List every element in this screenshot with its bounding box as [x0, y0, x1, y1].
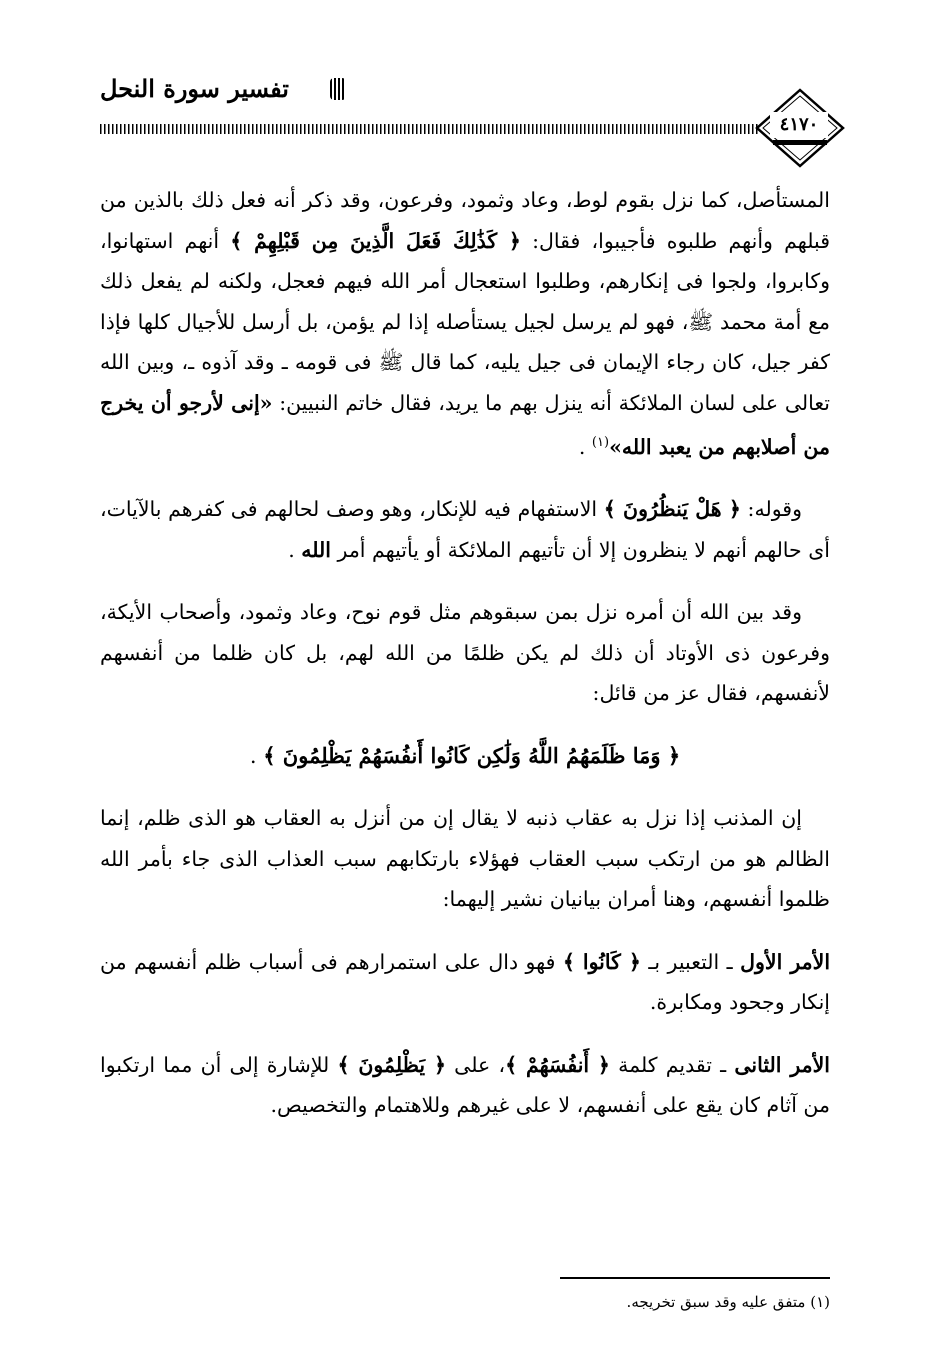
footnote-rule	[560, 1277, 830, 1279]
page-number: ٤١٧٠	[770, 112, 828, 138]
footnote-ref: (١)	[591, 435, 610, 450]
quran-quote: ﴿ يَظْلِمُونَ ﴾	[337, 1052, 446, 1077]
paragraph-2: وقوله: ﴿ هَلْ يَنظُرُونَ ﴾ الاستفهام فيه للإنكار، وهو وصف لحالهم فى كفرهم بالآيات، أى حالهم أنهم لا ينظرون إلا أن تأتيهم الملائكة أو يأتيهم أمر الله .	[100, 497, 830, 562]
point-label: الأمر الأول	[740, 949, 831, 974]
paragraph-4: إن المذنب إذا نزل به عقاب ذنبه لا يقال إن من أنزل به العقاب هو الذى ظلم، إنما الظالم هو من ارتكب سبب العقاب فهؤلاء بارتكابهم سبب العذاب الذى جاء بأمر الله ظلموا أنفسهم، وهنا أمران بيانيان نشير إليهما:	[100, 806, 830, 912]
centered-verse: ﴿ وَمَا ظَلَمَهُمُ اللَّهُ وَلَٰكِن كَانُوا أَنفُسَهُمْ يَظْلِمُونَ ﴾ .	[249, 742, 681, 768]
hadith-quote: «إنى لأرجو أن يخرج من أصلابهم من يعبد الله»	[100, 390, 830, 459]
book-title: تفسير سورة النحل	[100, 74, 289, 103]
paragraph-5: الأمر الأول ـ التعبير بـ ﴿ كَانُوا ﴾ فهو دال على استمرارهم فى أسباب ظلم أنفسهم من إنكار وجحود ومكابرة.	[100, 949, 831, 1015]
main-text	[100, 180, 830, 1148]
page-header	[0, 0, 927, 175]
point-label: الأمر الثانى	[734, 1052, 830, 1077]
header-rule	[100, 124, 760, 134]
paragraph-1: المستأصل، كما نزل بقوم لوط، وعاد وثمود، وفرعون، وقد ذكر أنه فعل ذلك بالذين من قبلهم وأنهم طلبوه فأجيبوا، فقال: ﴿ كَذَٰلِكَ فَعَلَ الَّذِينَ مِن قَبْلِهِمْ ﴾ أنهم استهانوا، وكابروا، ولجوا فى إنكارهم، وطلبوا استعجال أمر الله فيهم فعجل، ولكنه لم يفعل ذلك مع أمة محمد ﷺ، فهو لم يرسل لجيل يستأصله إذا لم يؤمن، بل أرسل للأجيال كلها فإذا كفر جيل، كان رجاء الإيمان فى جيل يليه، كما قال ﷺ فى قومه ـ وقد آذوه ـ، وبين الله تعالى على لسان الملائكة أنه ينزل بهم ما يريد، فقال خاتم النبيين: «إنى لأرجو أن يخرج من أصلابهم من يعبد الله»$^{(١)}$ .	[100, 188, 830, 459]
paragraph-6: الأمر الثانى ـ تقديم كلمة ﴿ أَنفُسَهُمْ ﴾، على ﴿ يَظْلِمُونَ ﴾ للإشارة إلى أن مما ارتكبوا من آثام كان يقع على أنفسهم، لا على غيرهم وللاهتمام والتخصيص.	[100, 1052, 830, 1118]
quran-quote: ﴿ أَنفُسَهُمْ ﴾	[505, 1052, 610, 1077]
quran-quote: ﴿ هَلْ يَنظُرُونَ ﴾	[603, 497, 741, 522]
paragraph-3: وقد بين الله أن أمره نزل بمن سبقوهم مثل قوم نوح، وعاد وثمود، وأصحاب الأيكة، وفرعون ذى الأوتاد أن ذلك لم يكن ظلمًا من الله لهم، بل كان ظلما من أنفسهم لأنفسهم، فقال عز من قائل:	[100, 600, 830, 706]
footnote: (١) متفق عليه وقد سبق تخريجه.	[626, 1293, 830, 1311]
quran-quote: ﴿ كَانُوا ﴾	[562, 949, 641, 974]
ornament-icon	[330, 78, 346, 100]
quran-quote: ﴿ كَذَٰلِكَ فَعَلَ الَّذِينَ مِن قَبْلِهِمْ ﴾	[230, 228, 521, 253]
